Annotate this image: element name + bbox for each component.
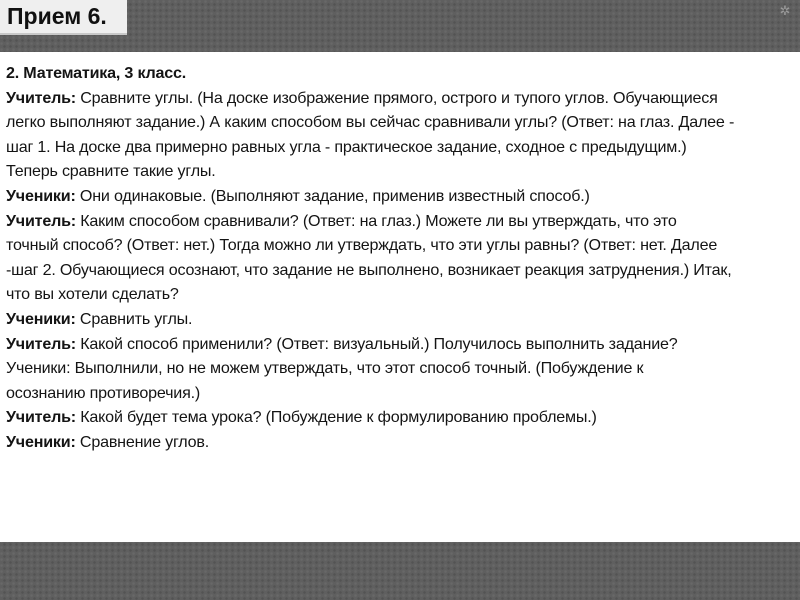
- text-line: [6, 135, 790, 160]
- line-text: Сравнить углы.: [75, 309, 193, 328]
- line-text: осознанию противоречия.): [6, 383, 201, 402]
- line-text: Каким способом сравнивали? (Ответ: на глаз.) Можете ли вы утверждать, что это: [75, 211, 677, 230]
- content-heading: [6, 61, 790, 86]
- speaker-label: Ученики:: [6, 186, 76, 205]
- text-line: [6, 405, 790, 430]
- content-panel: [0, 52, 800, 542]
- text-line: [6, 307, 790, 332]
- speaker-label: Учитель:: [6, 408, 76, 427]
- text-line: [6, 86, 790, 111]
- line-text: Какой будет тема урока? (Побуждение к формулированию проблемы.): [75, 408, 597, 427]
- text-line: [6, 159, 790, 184]
- speaker-label: Учитель:: [6, 211, 76, 230]
- line-text: Сравнение углов.: [75, 432, 210, 451]
- gear-icon: ✲: [779, 3, 791, 18]
- text-line: [6, 184, 790, 209]
- line-text: -шаг 2. Обучающиеся осознают, что задание не выполнено, возникает реакция затруднения.) Итак,: [6, 260, 732, 279]
- line-text: шаг 1. На доске два примерно равных угла - практическое задание, сходное с предыдущим.): [6, 137, 687, 156]
- line-text: Какой способ применили? (Ответ: визуальный.) Получилось выполнить задание?: [75, 334, 678, 353]
- text-line: [6, 110, 790, 135]
- line-text: легко выполняют задание.) А каким способом вы сейчас сравнивали углы? (Ответ: на глаз. Далее -: [6, 113, 735, 132]
- text-line: [6, 381, 790, 406]
- line-text: Они одинаковые. (Выполняют задание, применив известный способ.): [75, 186, 590, 205]
- speaker-label: Учитель:: [6, 334, 76, 353]
- slide-title: Прием 6.: [7, 3, 107, 29]
- text-line: [6, 282, 790, 307]
- line-text: точный способ? (Ответ: нет.) Тогда можно ли утверждать, что эти углы равны? (Ответ: нет. Далее: [6, 236, 718, 255]
- text-line: [6, 233, 790, 258]
- line-text: Ученики: Выполнили, но не можем утверждать, что этот способ точный. (Побуждение к: [6, 359, 644, 378]
- line-text: что вы хотели сделать?: [6, 285, 179, 304]
- speaker-label: Ученики:: [6, 309, 76, 328]
- text-line: [6, 258, 790, 283]
- speaker-label: Ученики:: [6, 432, 76, 451]
- line-text: Теперь сравните такие углы.: [6, 162, 216, 181]
- line-text: Сравните углы. (На доске изображение прямого, острого и тупого углов. Обучающиеся: [75, 88, 718, 107]
- text-line: [6, 430, 790, 455]
- speaker-label: Учитель:: [6, 88, 76, 107]
- text-line: [6, 356, 790, 381]
- slide-title-box: [0, 0, 127, 35]
- text-line: [6, 209, 790, 234]
- heading-text: 2. Математика, 3 класс.: [6, 64, 187, 82]
- text-line: [6, 332, 790, 357]
